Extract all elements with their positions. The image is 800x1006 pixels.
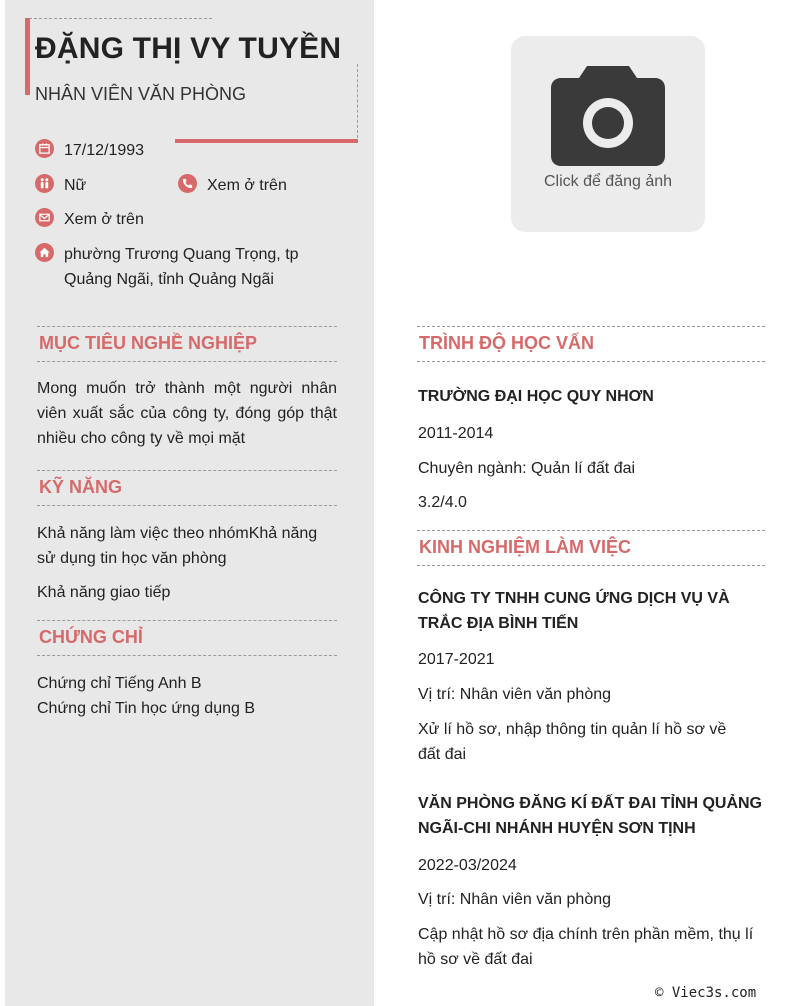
copyright-footer: © Viec3s.com: [655, 985, 757, 1001]
address-row: [35, 242, 335, 292]
address-line-1: phường Trương Quang Trọng, tp: [64, 246, 299, 263]
job-title[interactable]: NHÂN VIÊN VĂN PHÒNG: [35, 84, 247, 104]
photo-upload[interactable]: [511, 36, 705, 232]
home-icon: [35, 243, 54, 262]
decor-dash-right: [357, 64, 358, 138]
section-certificates-title: CHỨNG CHỈ: [39, 627, 143, 647]
certificate-item[interactable]: Chứng chỉ Tiếng Anh B: [37, 675, 202, 692]
camera-icon: [549, 64, 667, 166]
full-name[interactable]: ĐẶNG THỊ VY TUYỀN: [35, 32, 342, 65]
job-period[interactable]: 2017-2021: [418, 651, 495, 668]
education-school[interactable]: TRƯỜNG ĐẠI HỌC QUY NHƠN: [418, 388, 654, 405]
section-objective-header: [37, 326, 337, 362]
address-line-2: Quảng Ngãi, tỉnh Quảng Ngãi: [64, 271, 274, 288]
job-company[interactable]: VĂN PHÒNG ĐĂNG KÍ ĐẤT ĐAI TỈNH QUẢNG NGÃI-CHI NHÁNH HUYỆN SƠN TỊNH: [418, 795, 762, 837]
birthdate-value[interactable]: 17/12/1993: [64, 142, 145, 159]
job-company[interactable]: CÔNG TY TNHH CUNG ỨNG DỊCH VỤ VÀ TRẮC ĐỊA BÌNH TIẾN: [418, 590, 730, 632]
job-period[interactable]: 2022-03/2024: [418, 857, 517, 874]
skill-item[interactable]: Khả năng giao tiếp: [37, 584, 171, 601]
section-skills-header: [37, 470, 337, 506]
education-major[interactable]: Chuyên ngành: Quản lí đất đai: [418, 460, 636, 477]
objective-text[interactable]: Mong muốn trở thành một người nhân viên xuất sắc của công ty, đóng góp thật nhiều cho công ty về mọi mặt: [37, 380, 337, 447]
gender-row: [35, 173, 86, 198]
photo-upload-label: Click để đăng ảnh: [543, 173, 673, 190]
phone-icon: [178, 174, 197, 193]
job-description[interactable]: Cập nhật hồ sơ địa chính trên phần mềm, thụ lí hồ sơ về đất đai: [418, 926, 754, 968]
section-certificates-header: [37, 620, 337, 656]
education-gpa[interactable]: 3.2/4.0: [418, 494, 467, 511]
calendar-icon: [35, 139, 54, 158]
certificate-item[interactable]: Chứng chỉ Tin học ứng dụng B: [37, 700, 255, 717]
phone-row: [178, 173, 287, 198]
email-row: [35, 207, 144, 232]
section-objective-title: MỤC TIÊU NGHỀ NGHIỆP: [39, 333, 258, 353]
birthdate-row: [35, 138, 144, 163]
section-education-title: TRÌNH ĐỘ HỌC VẤN: [419, 333, 594, 353]
job-position[interactable]: Vị trí: Nhân viên văn phòng: [418, 686, 612, 703]
email-value[interactable]: Xem ở trên: [64, 211, 144, 228]
decor-dash-top: [29, 18, 212, 19]
decor-bar-bottom: [175, 139, 358, 143]
section-skills-title: KỸ NĂNG: [39, 477, 123, 497]
name-block: [25, 18, 357, 142]
mail-icon: [35, 208, 54, 227]
gender-value[interactable]: Nữ: [64, 177, 87, 194]
skill-item[interactable]: Khả năng làm việc theo nhómKhả năng sử dụng tin học văn phòng: [37, 525, 318, 567]
section-experience-header: [417, 530, 765, 566]
decor-bar-left: [25, 18, 30, 95]
job-position[interactable]: Vị trí: Nhân viên văn phòng: [418, 891, 612, 908]
gender-icon: [35, 174, 54, 193]
address-value[interactable]: [64, 242, 299, 292]
job-description[interactable]: Xử lí hồ sơ, nhập thông tin quản lí hồ sơ về đất đai: [418, 721, 727, 763]
education-period[interactable]: 2011-2014: [418, 425, 494, 442]
section-education-header: [417, 326, 765, 362]
section-experience-title: KINH NGHIỆM LÀM VIỆC: [419, 537, 632, 557]
phone-value[interactable]: Xem ở trên: [207, 177, 287, 194]
